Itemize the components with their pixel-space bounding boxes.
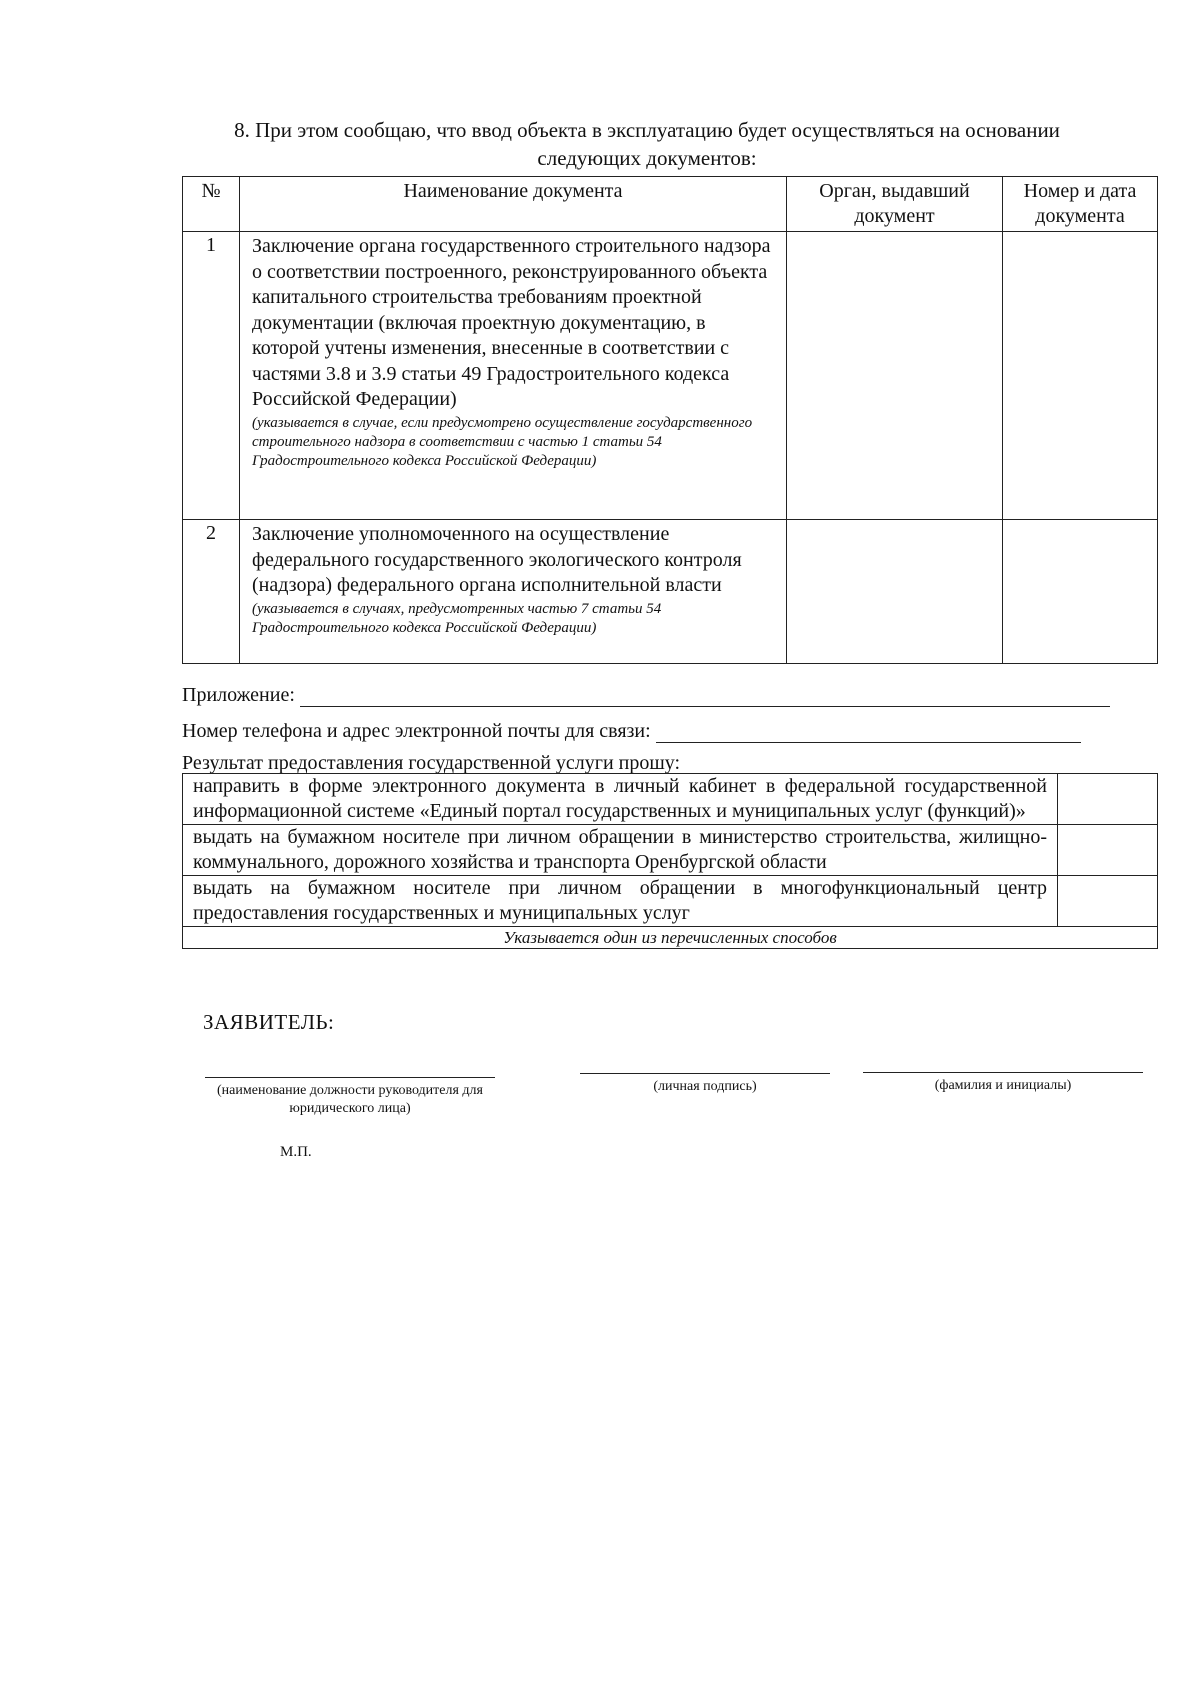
document-name-cell [240, 232, 787, 520]
position-line[interactable] [205, 1077, 495, 1078]
number-date-input[interactable] [1003, 232, 1158, 520]
header-document-name: Наименование документа [240, 177, 787, 232]
section-heading [182, 116, 1112, 172]
result-intro: Результат предоставления государственной услуги прошу: [182, 752, 681, 774]
result-option-row [183, 876, 1158, 927]
position-caption: (наименование должности руководителя для юридического лица) [217, 1083, 483, 1116]
result-option-text: выдать на бумажном носителе при личном обращении в многофункциональный центр предоставления государственных и муниципальных услуг [183, 876, 1058, 927]
header-number: № [183, 177, 240, 232]
result-option-checkbox[interactable] [1058, 774, 1158, 825]
attachment-field [182, 684, 1110, 707]
result-option-text: выдать на бумажном носителе при личном обращении в министерство строительства, жилищно-коммунального, дорожного хозяйства и транспорта Оренбургской области [183, 825, 1058, 876]
document-note: (указывается в случае, если предусмотрено осуществление государственного строительного надзора в соответствии с частью 1 статьи 54 Градостроительного кодекса Российской Федерации) [252, 414, 753, 469]
result-option-row [183, 825, 1158, 876]
name-line[interactable] [863, 1072, 1143, 1073]
result-footnote-row [183, 927, 1158, 949]
result-option-checkbox[interactable] [1058, 876, 1158, 927]
contact-field [182, 720, 1081, 743]
issuing-organ-input[interactable] [787, 232, 1003, 520]
document-name: Заключение органа государственного строительного надзора о соответствии построенного, реконструированного объекта капитального строительства требованиям проектной документации (включая проектную документацию, в которой учтены изменения, внесенные в соответствии с частями 3.8 и 3.9 статьи 49 Градостроительного кодекса Российской Федерации) [252, 235, 771, 410]
position-signature-block [205, 1077, 495, 1118]
result-option-text: направить в форме электронного документа в личный кабинет в федеральной государственной информационной системе «Единый портал государственных и муниципальных услуг (функций)» [183, 774, 1058, 825]
heading-line-2: следующих документов: [537, 146, 757, 170]
table-row [183, 520, 1158, 664]
result-footnote: Указывается один из перечисленных способов [183, 927, 1158, 949]
signature-line[interactable] [580, 1073, 830, 1074]
result-options-table [182, 773, 1158, 949]
attachment-label: Приложение: [182, 684, 295, 706]
row-number: 1 [183, 232, 240, 520]
heading-line-1: 8. При этом сообщаю, что ввод объекта в эксплуатацию будет осуществляться на основании [234, 118, 1060, 142]
result-option-row [183, 774, 1158, 825]
attachment-input[interactable] [300, 686, 1110, 707]
document-name: Заключение уполномоченного на осуществление федерального государственного экологического контроля (надзора) федерального органа исполнительной власти [252, 523, 742, 596]
header-number-date: Номер и дата документа [1003, 177, 1158, 232]
table-row [183, 232, 1158, 520]
contact-input[interactable] [656, 722, 1081, 743]
name-signature-block [863, 1072, 1143, 1095]
document-name-cell [240, 520, 787, 664]
stamp-place: М.П. [280, 1144, 312, 1160]
issuing-organ-input[interactable] [787, 520, 1003, 664]
signature-caption: (личная подпись) [653, 1079, 757, 1094]
row-number: 2 [183, 520, 240, 664]
personal-signature-block [580, 1073, 830, 1096]
contact-label: Номер телефона и адрес электронной почты для связи: [182, 720, 651, 742]
applicant-title: ЗАЯВИТЕЛЬ: [203, 1010, 335, 1034]
table-header-row [183, 177, 1158, 232]
header-issuing-organ: Орган, выдавший документ [787, 177, 1003, 232]
documents-table [182, 176, 1158, 664]
name-caption: (фамилия и инициалы) [934, 1078, 1072, 1093]
number-date-input[interactable] [1003, 520, 1158, 664]
result-option-checkbox[interactable] [1058, 825, 1158, 876]
document-note: (указывается в случаях, предусмотренных частью 7 статьи 54 Градостроительного кодекса Российской Федерации) [252, 600, 662, 636]
